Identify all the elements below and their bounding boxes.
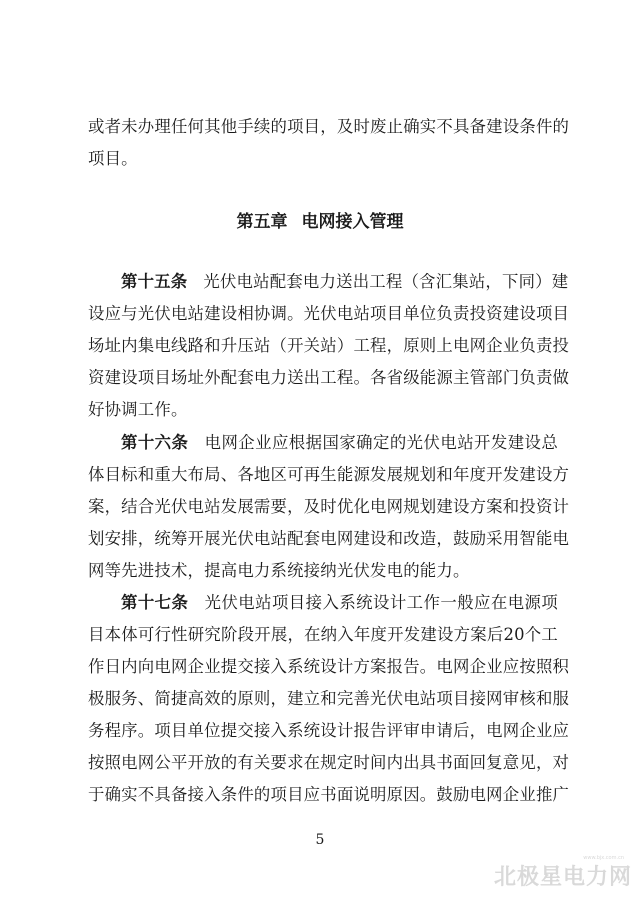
article-16-line: 网等先进技术，提高电力系统接纳光伏发电的能力。: [88, 561, 470, 580]
article-16-line: 划安排，统筹开展光伏电站配套电网建设和改造，鼓励采用智能电: [88, 529, 570, 548]
watermark-logo: 北极星电力网: [493, 865, 632, 890]
intro-line-1: 或者未办理任何其他手续的项目，及时废止确实不具备建设条件的: [88, 117, 570, 136]
article-17-line: 按照电网公平开放的有关要求在规定时间内出具书面回复意见，对: [88, 753, 570, 772]
chapter-title: 电网接入管理: [301, 212, 404, 232]
article-17-line: 目本体可行性研究阶段开展，在纳入年度开发建设方案后20个工: [88, 625, 558, 644]
article-17-line: 于确实不具备接入条件的项目应书面说明原因。鼓励电网企业推广: [88, 785, 570, 804]
article-17-line: 极服务、简捷高效的原则，建立和完善光伏电站项目接网审核和服: [88, 689, 570, 708]
article-16-line: 体目标和重大布局、各地区可再生能源发展规划和年度开发建设方: [88, 465, 570, 484]
chapter-number: 第五章: [236, 212, 288, 232]
article-16-first-line: [121, 433, 558, 453]
article-17-first-text: 光伏电站项目接入系统设计工作一般应在电源项: [204, 593, 558, 612]
watermark-url: www.bjx.com.cn: [583, 855, 624, 861]
article-17-line: 作日内向电网企业提交接入系统设计方案报告。电网企业应按照积: [88, 657, 570, 676]
article-17-first-line: [121, 593, 558, 613]
article-16-line: 案，结合光伏电站发展需要，及时优化电网规划建设方案和投资计: [88, 497, 570, 516]
chapter-heading: [0, 211, 640, 233]
article-15-first-line: [121, 272, 569, 292]
article-17-label: 第十七条: [121, 593, 189, 612]
article-15-line: 资建设项目场址外配套电力送出工程。各省级能源主管部门负责做: [88, 368, 570, 387]
page-number: 5: [315, 832, 325, 848]
intro-line-2: 项目。: [88, 149, 138, 168]
article-17-line: 务程序。项目单位提交接入系统设计报告评审申请后，电网企业应: [88, 721, 570, 740]
article-16-label: 第十六条: [121, 433, 189, 452]
article-16-first-text: 电网企业应根据国家确定的光伏电站开发建设总: [204, 433, 558, 452]
article-15-line: 设应与光伏电站建设相协调。光伏电站项目单位负责投资建设项目: [88, 304, 570, 323]
article-15-first-text: 光伏电站配套电力送出工程（含汇集站，下同）建: [203, 272, 569, 291]
article-15-line: 好协调工作。: [88, 400, 188, 419]
article-15-line: 场址内集电线路和升压站（开关站）工程，原则上电网企业负责投: [88, 336, 570, 355]
article-15-label: 第十五条: [121, 272, 188, 291]
